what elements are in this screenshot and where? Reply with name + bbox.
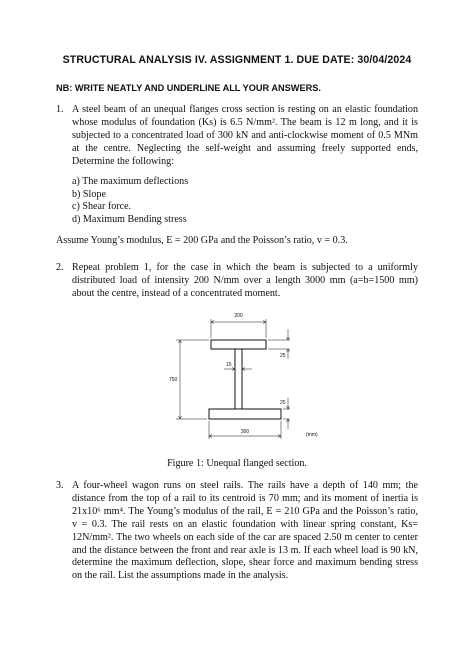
question-1-number: 1. [56, 104, 64, 115]
material-assumption: Assume Young’s modulus, E = 200 GPa and the Poisson’s ratio, v = 0.3. [56, 235, 348, 246]
question-2-number: 2. [56, 262, 64, 273]
instructions-note: NB: WRITE NEATLY AND UNDERLINE ALL YOUR ANSWERS. [56, 83, 321, 93]
question-1-item-c: c) Shear force. [72, 201, 132, 213]
question-2 [56, 262, 418, 301]
dim-bottom-flange-label: 300 [240, 429, 250, 435]
web [235, 349, 242, 409]
dim-top-flange-label: 200 [234, 313, 243, 319]
dim-top-thickness-label: 25 [280, 353, 286, 359]
assignment-title: STRUCTURAL ANALYSIS IV. ASSIGNMENT 1. DUE DATE: 30/04/2024 [62, 54, 412, 66]
question-2-text: Repeat problem 1, for the case in which the beam is subjected to a uniformly distributed load of intensity 200 N/mm over a length 3000 mm (a=b=1500 mm) about the centre, instead of a concentrated moment. [72, 262, 418, 299]
question-1-item-d: d) Maximum Bending stress [72, 213, 187, 225]
question-1-item-a: a) The maximum deflections [72, 176, 189, 187]
question-1-items [72, 176, 188, 226]
dim-web-label: 15 [226, 362, 232, 368]
units-label: (mm) [306, 432, 318, 438]
question-1-item-b: b) Slope [72, 188, 106, 200]
question-1 [56, 104, 418, 169]
question-3-number: 3. [56, 480, 64, 491]
i-section-figure [166, 305, 336, 445]
question-3 [56, 480, 418, 583]
question-3-text: A four-wheel wagon runs on steel rails. The rails have a depth of 140 mm; the distance from the top of a rail to its centroid is 70 mm; and its moment of inertia is 21x10⁶ mm⁴. The Young’s modulus of the rail, E = 210 GPa and the Poisson’s ratio, v = 0.3. The rail rests on an elastic foundation with linear spring constant, Ks= 12N/mm². The two wheels on each side of the car are spaced 2.50 m center to center and the distance between the front and rear axle is 13 m. If each wheel load is 90 kN, determine the maximum deflection, slope, shear force and maximum bending stress on the rail. List the assumptions made in the analysis. [72, 480, 418, 582]
i-section-shape [209, 340, 281, 419]
bottom-flange [209, 409, 281, 419]
question-1-text: A steel beam of an unequal flanges cross section is resting on an elastic foundation whose modulus of foundation (Ks) is 6.5 N/mm². The beam is 12 m long, and it is subjected to a concentrated load of 300 kN and anti-clockwise moment of 0.5 MNm at the centre. Neglecting the self-weight and assuming freely supported ends, Determine the following: [72, 104, 418, 167]
dimension-lines [176, 319, 290, 439]
dim-depth-label: 750 [169, 377, 178, 383]
top-flange [211, 340, 266, 349]
figure-caption: Figure 1: Unequal flanged section. [167, 458, 307, 469]
dim-bottom-thickness-label: 25 [280, 400, 286, 406]
